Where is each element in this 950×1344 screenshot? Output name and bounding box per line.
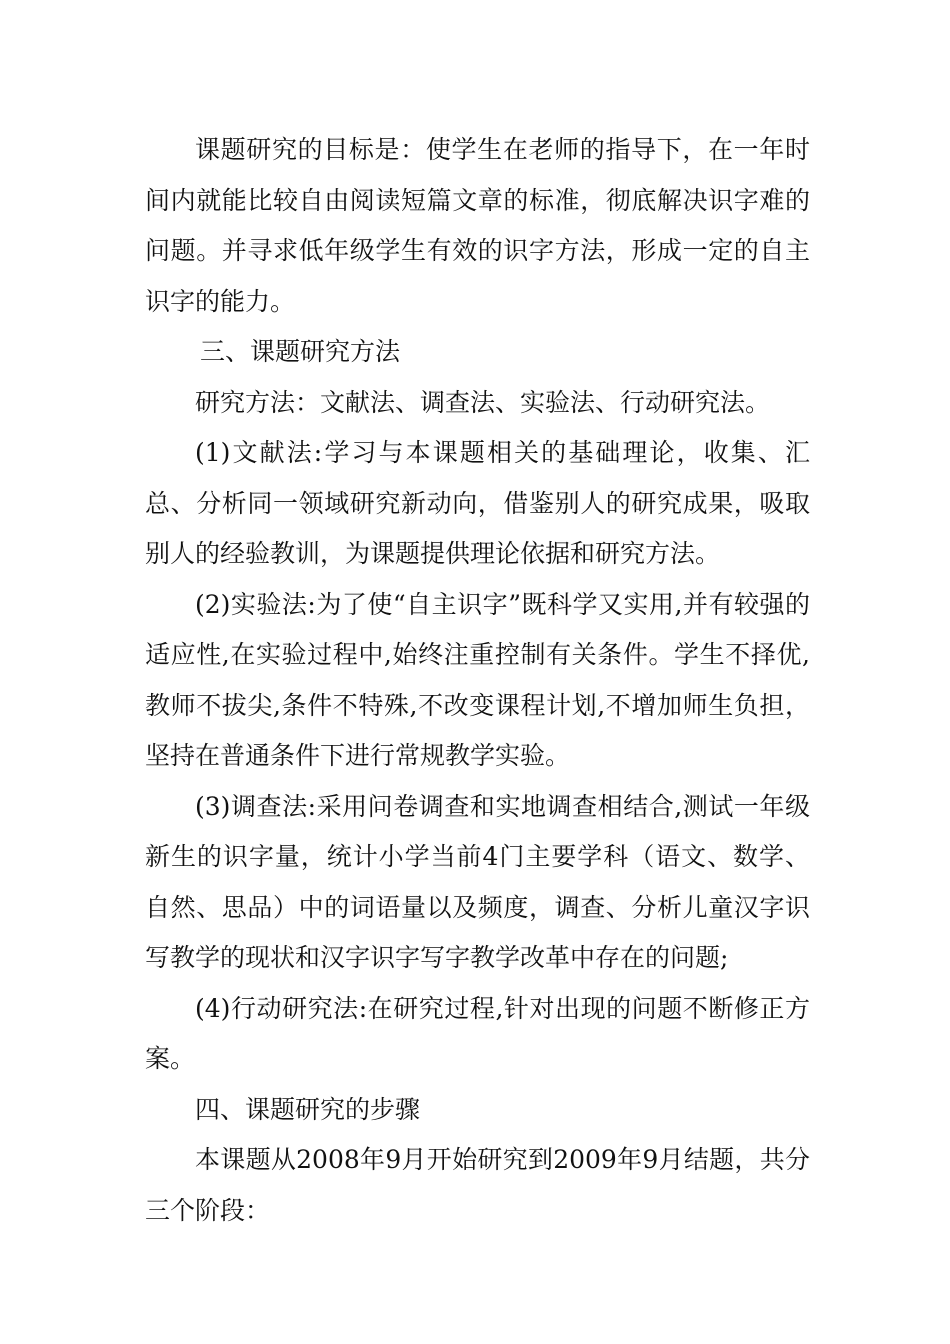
paragraph-research-goal: 课题研究的目标是：使学生在老师的指导下，在一年时间内就能比较自由阅读短篇文章的标准，彻底解决识字难的问题。并寻求低年级学生有效的识字方法，形成一定的自主识字的能力。 (145, 135, 810, 316)
paragraph-research-timeline: 本课题从2008年9月开始研究到2009年9月结题，共分三个阶段： (145, 1145, 810, 1225)
section-heading-research-steps: 四、课题研究的步骤 (195, 1094, 421, 1124)
section-heading-research-methods: 三、课题研究方法 (200, 337, 401, 366)
paragraph-literature-method: (1)文献法:学习与本课题相关的基础理论，收集、汇总、分析同一领域研究新动向，借鉴别人的研究成果，吸取别人的经验教训，为课题提供理论依据和研究方法。 (145, 438, 810, 568)
paragraph-survey-method: (3)调查法:采用问卷调查和实地调查相结合,测试一年级新生的识字量，统计小学当前4门主要学科（语文、数学、自然、思品）中的词语量以及频度，调查、分析儿童汉字识写教学的现状和汉字识字写字教学改革中存在的问题; (145, 791, 810, 972)
paragraph-action-research-method: (4)行动研究法:在研究过程,针对出现的问题不断修正方案。 (145, 993, 810, 1073)
paragraph-methods-list: 研究方法：文献法、调查法、实验法、行动研究法。 (195, 387, 771, 417)
document-body (145, 125, 810, 1236)
paragraph-experiment-method: (2)实验法:为了使“自主识字”既科学又实用,并有较强的适应性,在实验过程中,始终注重控制有关条件。学生不择优,教师不拔尖,条件不特殊,不改变课程计划,不增加师生负担，坚持在普通条件下进行常规教学实验。 (145, 589, 810, 770)
